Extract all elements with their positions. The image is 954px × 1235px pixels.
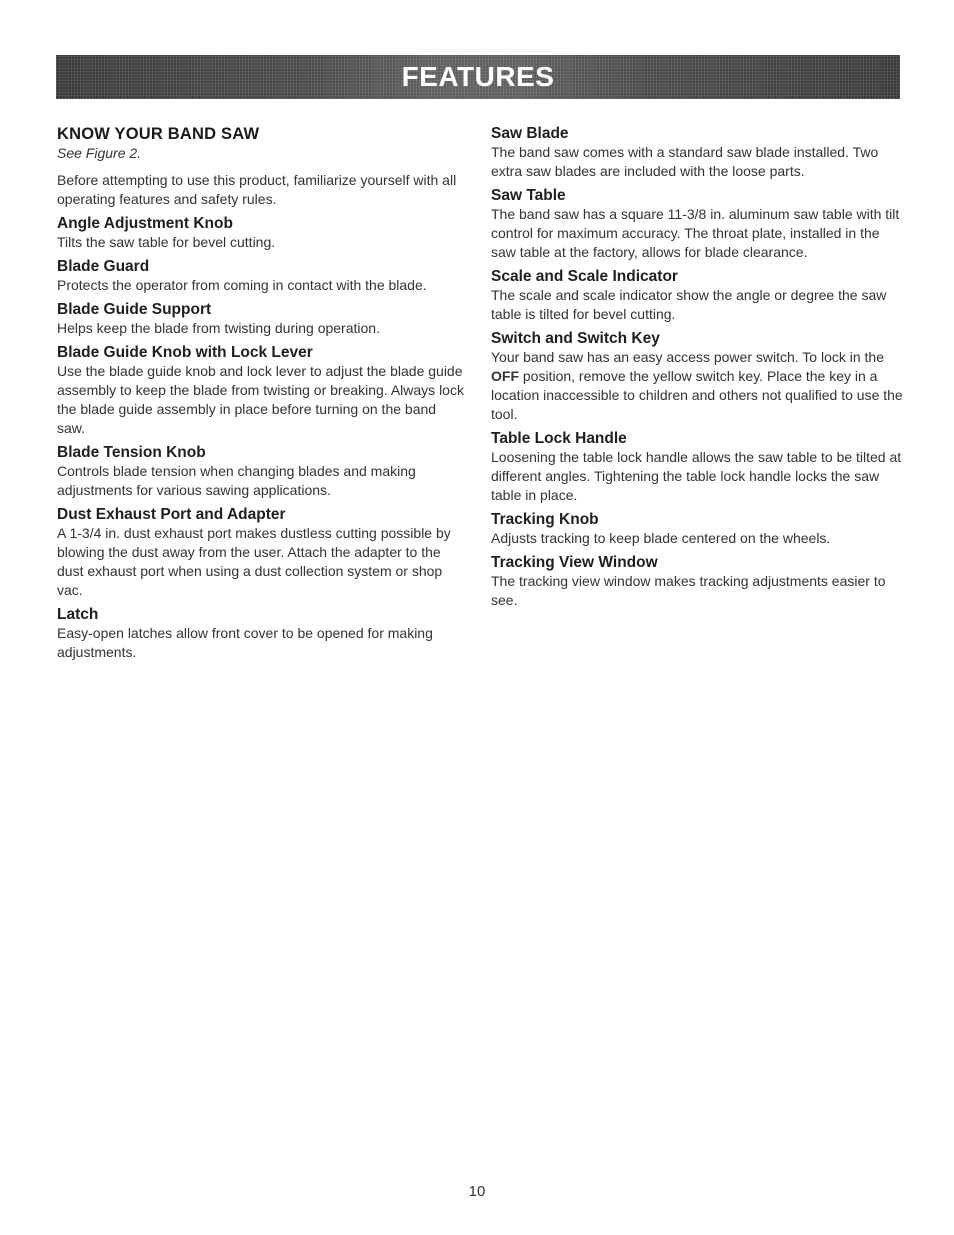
feature-item [491, 553, 906, 610]
feature-description: Use the blade guide knob and lock lever to adjust the blade guide assembly to keep the blade from twisting or breaking. Always lock the blade guide assembly in place before turning on the band saw. [57, 363, 464, 436]
feature-item [57, 443, 467, 500]
intro-text: Before attempting to use this product, familiarize yourself with all operating features and safety rules. [57, 172, 457, 207]
feature-item [491, 510, 906, 548]
feature-item [491, 186, 906, 262]
section-title: KNOW YOUR BAND SAW [57, 125, 260, 143]
feature-item [57, 257, 467, 295]
feature-title: Saw Table [491, 187, 566, 204]
feature-description: Controls blade tension when changing blades and making adjustments for various sawing applications. [57, 463, 416, 498]
feature-title: Switch and Switch Key [491, 330, 660, 347]
feature-item [57, 605, 467, 662]
feature-description: The band saw has a square 11-3/8 in. aluminum saw table with tilt control for maximum accuracy. The throat plate, installed in the saw table at the factory, allows for blade clearance. [491, 206, 900, 260]
feature-item [57, 300, 467, 338]
feature-description: Easy-open latches allow front cover to be opened for making adjustments. [57, 625, 433, 660]
feature-title: Scale and Scale Indicator [491, 268, 678, 285]
body-text-after: position, remove the yellow switch key. Place the key in a location inaccessible to children and others not qualified to use the tool. [491, 368, 903, 422]
feature-item [57, 343, 467, 438]
see-figure-note: See Figure 2. [57, 145, 142, 161]
page-number: 10 [468, 1183, 486, 1200]
feature-item [491, 124, 906, 181]
feature-description: The band saw comes with a standard saw blade installed. Two extra saw blades are included with the loose parts. [491, 144, 879, 179]
left-column [57, 124, 467, 667]
right-column [491, 124, 906, 615]
feature-title: Dust Exhaust Port and Adapter [57, 506, 286, 523]
feature-description: A 1-3/4 in. dust exhaust port makes dustless cutting possible by blowing the dust away from the user. Attach the adapter to the dust exhaust port when using a dust collection system or shop vac. [57, 525, 451, 598]
feature-item [57, 505, 467, 600]
banner-title: FEATURES [401, 61, 555, 92]
feature-description: The tracking view window makes tracking adjustments easier to see. [491, 573, 886, 608]
feature-title: Blade Guard [57, 258, 150, 275]
feature-description [491, 348, 906, 424]
feature-title: Latch [57, 606, 99, 623]
feature-title: Blade Tension Knob [57, 444, 206, 461]
feature-title: Table Lock Handle [491, 430, 627, 447]
feature-title: Tracking View Window [491, 554, 658, 571]
feature-title: Saw Blade [491, 125, 569, 142]
body-text-before: Your band saw has an easy access power switch. To lock in the [491, 349, 884, 365]
feature-description: Adjusts tracking to keep blade centered on the wheels. [491, 530, 831, 546]
feature-title: Blade Guide Support [57, 301, 212, 318]
feature-description: Protects the operator from coming in contact with the blade. [57, 277, 427, 293]
feature-title: Blade Guide Knob with Lock Lever [57, 344, 313, 361]
feature-description: The scale and scale indicator show the angle or degree the saw table is tilted for bevel cutting. [491, 287, 887, 322]
feature-title: Angle Adjustment Knob [57, 215, 233, 232]
feature-description: Loosening the table lock handle allows the saw table to be tilted at different angles. Tightening the table lock handle locks the saw table in place. [491, 449, 902, 503]
feature-item [491, 429, 906, 505]
feature-item [57, 214, 467, 252]
feature-description: Tilts the saw table for bevel cutting. [57, 234, 276, 250]
off-position-label: OFF [491, 368, 519, 384]
feature-title: Tracking Knob [491, 511, 599, 528]
feature-item [491, 267, 906, 324]
feature-item [491, 329, 906, 424]
feature-description: Helps keep the blade from twisting during operation. [57, 320, 380, 336]
features-banner [56, 55, 900, 99]
